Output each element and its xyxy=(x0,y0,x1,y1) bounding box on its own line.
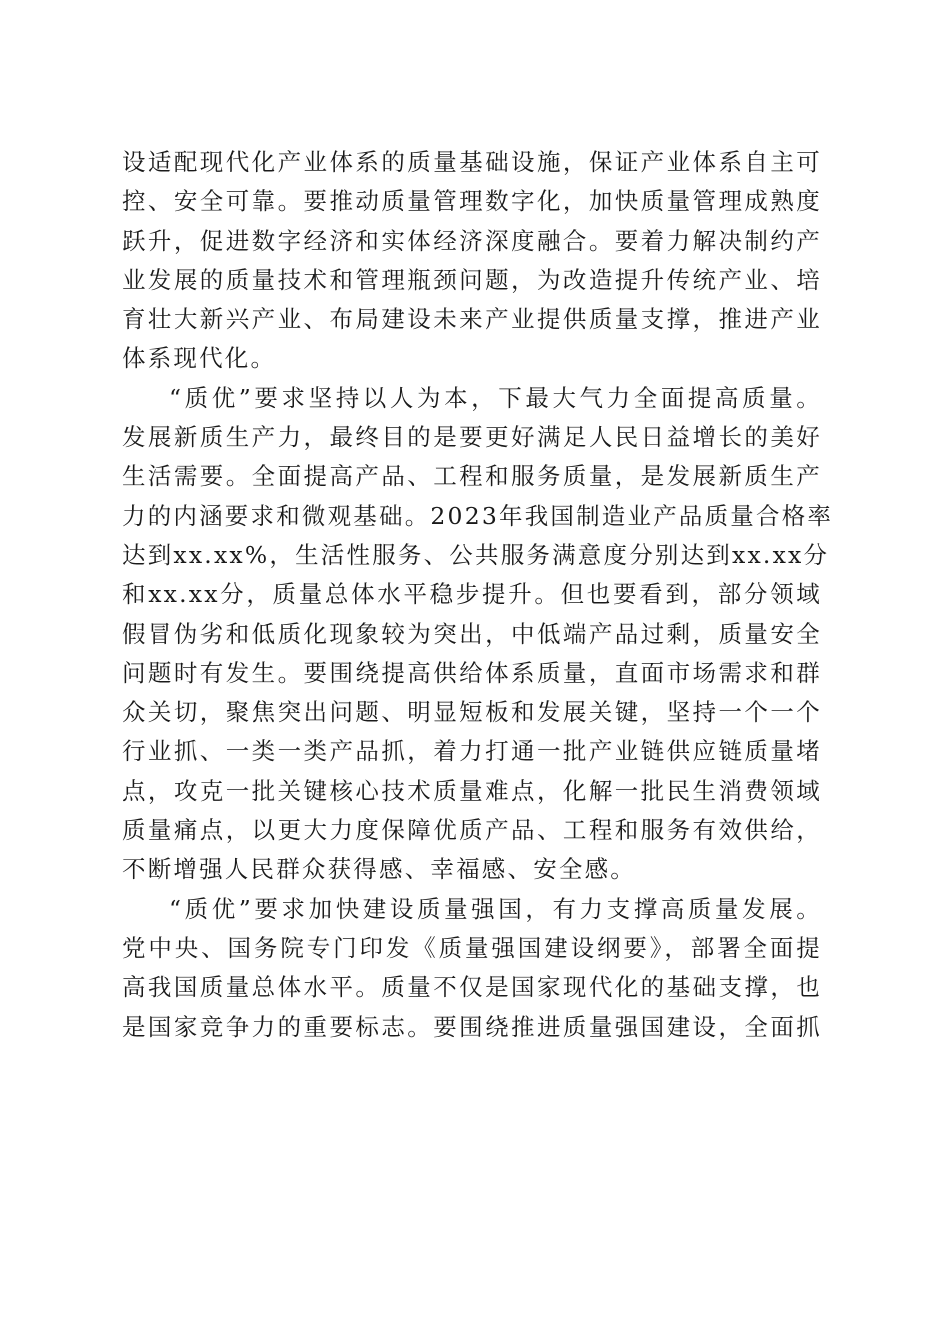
text-line: 点，攻克一批关键核心技术质量难点，化解一批民生消费领域 xyxy=(122,776,822,805)
text-line: 党中央、国务院专门印发《质量强国建设纲要》，部署全面提 xyxy=(122,933,822,962)
text-line: 生活需要。全面提高产品、工程和服务质量，是发展新质生产 xyxy=(122,462,822,491)
text-line: 力的内涵要求和微观基础。2023年我国制造业产品质量合格率 xyxy=(122,501,834,530)
text-line: 业发展的质量技术和管理瓶颈问题，为改造提升传统产业、培 xyxy=(122,265,822,294)
text-line: 体系现代化。 xyxy=(122,344,277,373)
text-line: 质量痛点，以更大力度保障优质产品、工程和服务有效供给， xyxy=(122,816,822,845)
text-line: “质优”要求坚持以人为本，下最大气力全面提高质量。 xyxy=(169,383,822,412)
text-line: 不断增强人民群众获得感、幸福感、安全感。 xyxy=(122,855,636,884)
paragraph-2 xyxy=(122,379,834,890)
text-line: 是国家竞争力的重要标志。要围绕推进质量强国建设，全面抓 xyxy=(122,1012,822,1041)
text-line: 行业抓、一类一类产品抓，着力打通一批产业链供应链质量堵 xyxy=(122,737,822,766)
text-line: 育壮大新兴产业、布局建设未来产业提供质量支撑，推进产业 xyxy=(122,305,822,334)
text-line: 问题时有发生。要围绕提高供给体系质量，直面市场需求和群 xyxy=(122,658,822,687)
text-line: 发展新质生产力，最终目的是要更好满足人民日益增长的美好 xyxy=(122,423,822,452)
body-text xyxy=(122,143,834,1047)
text-line: “质优”要求加快建设质量强国，有力支撑高质量发展。 xyxy=(169,894,822,923)
text-line: 控、安全可靠。要推动质量管理数字化，加快质量管理成熟度 xyxy=(122,187,822,216)
paragraph-3 xyxy=(122,890,822,1047)
text-line: 跃升，促进数字经济和实体经济深度融合。要着力解决制约产 xyxy=(122,226,822,255)
text-line: 达到xx.xx%，生活性服务、公共服务满意度分别达到xx.xx分 xyxy=(122,540,830,569)
text-line: 假冒伪劣和低质化现象较为突出，中低端产品过剩，质量安全 xyxy=(122,619,822,648)
paragraph-1 xyxy=(122,143,822,379)
text-line: 设适配现代化产业体系的质量基础设施，保证产业体系自主可 xyxy=(122,148,822,176)
text-line: 众关切，聚焦突出问题、明显短板和发展关键，坚持一个一个 xyxy=(122,698,822,727)
text-line: 高我国质量总体水平。质量不仅是国家现代化的基础支撑，也 xyxy=(122,973,822,1002)
text-line: 和xx.xx分，质量总体水平稳步提升。但也要看到，部分领域 xyxy=(122,580,822,609)
